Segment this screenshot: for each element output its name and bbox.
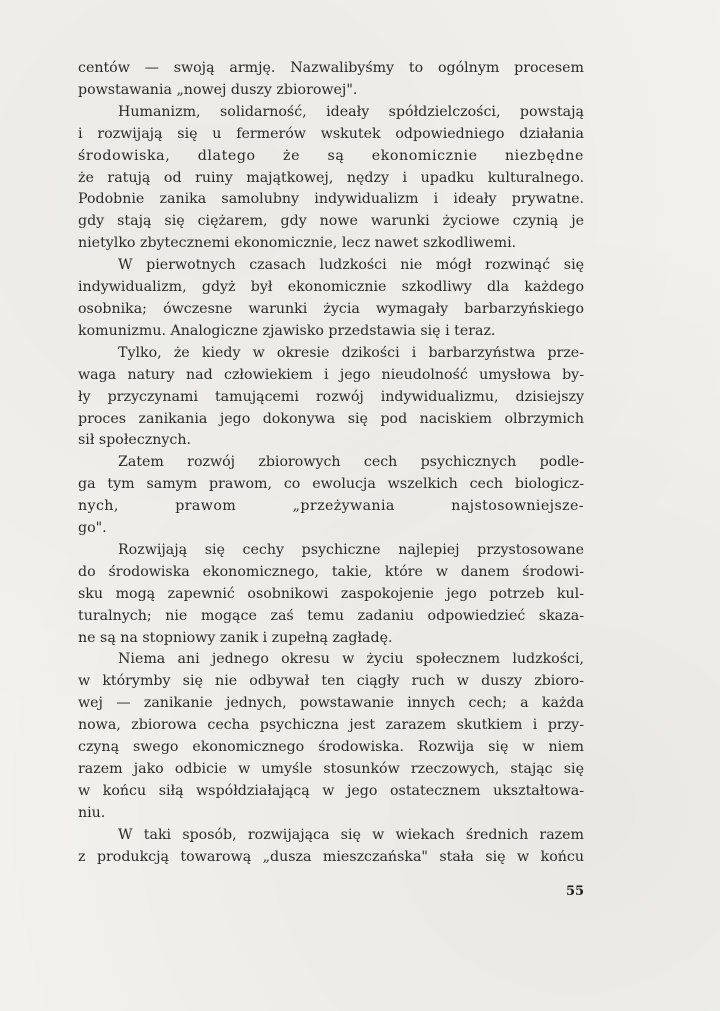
page-number: 55	[566, 884, 585, 899]
text-line: sku mogą zapewnić osobnikowi zaspokojenie jego potrzeb kul-	[78, 585, 584, 602]
text-line: waga natury nad człowiekiem i jego nieudolność umysłowa by-	[78, 366, 584, 383]
text-line: indywidualizm, gdyż był ekonomicznie szkodliwy dla każdego	[78, 279, 584, 296]
paragraph-4	[78, 452, 584, 540]
paragraph-6	[78, 649, 584, 824]
page-body-text	[78, 58, 584, 869]
paragraph-3	[78, 343, 584, 453]
text-line: osobnika; ówczesne warunki życia wymagały barbarzyńskiego	[78, 300, 584, 317]
paragraph-5	[78, 540, 584, 650]
text-line: gdy stają się ciężarem, gdy nowe warunki życiowe czynią je	[78, 213, 584, 230]
text-line: Tylko, że kiedy w okresie dzikości i barbarzyństwa prze-	[118, 344, 584, 361]
text-line: nowa, zbiorowa cecha psychiczna jest zarazem skutkiem i przy-	[78, 717, 584, 734]
text-line: wej — zanikanie jednych, powstawanie innych cech; a każda	[78, 695, 584, 712]
text-line: komunizmu. Analogiczne zjawisko przedstawia się i teraz.	[78, 322, 496, 339]
text-line: Rozwijają się cechy psychiczne najlepiej przystosowane	[118, 541, 584, 558]
text-line: proces zanikania jego dokonywa się pod naciskiem olbrzymich	[78, 410, 584, 427]
text-line: nych, prawom „przeżywania najstosowniejsze-	[78, 498, 584, 515]
text-line: sił społecznych.	[78, 432, 191, 449]
text-line: go".	[78, 520, 107, 537]
text-line: ga tym samym prawom, co ewolucja wszelkich cech biologicz-	[78, 476, 584, 493]
paragraph-2	[78, 255, 584, 343]
text-line: niu.	[78, 804, 106, 821]
text-line: Humanizm, solidarność, ideały spółdzielczości, powstają	[118, 103, 584, 120]
text-line: że ratują od ruiny majątkowej, nędzy i upadku kulturalnego.	[78, 169, 584, 186]
text-line: ne są na stopniowy zanik i zupełną zagładę.	[78, 629, 393, 646]
text-line: razem jako odbicie w umyśle stosunków rzeczowych, stając się	[78, 761, 584, 777]
paragraph-1	[78, 102, 584, 255]
text-line: do środowiska ekonomicznego, takie, które w danem środowi-	[78, 563, 584, 580]
text-line: Podobnie zanika samolubny indywidualizm i ideały prywatne.	[78, 191, 584, 208]
text-line: powstawania „nowej duszy zbiorowej".	[78, 81, 358, 98]
text-line: W pierwotnych czasach ludzkości nie mógł rozwinąć się	[118, 257, 584, 274]
text-line: w którymby się nie odbywał ten ciągły ruch w duszy zbioro-	[78, 673, 584, 690]
text-line: turalnych; nie mogące zaś temu zadaniu odpowiedzieć skaza-	[78, 607, 584, 624]
text-line: środowiska, dlatego że są ekonomicznie niezbędne	[78, 147, 584, 164]
text-line: nietylko zbytecznemi ekonomicznie, lecz nawet szkodliwemi.	[78, 235, 517, 252]
paragraph-7	[78, 825, 584, 869]
paragraph-0	[78, 58, 584, 102]
text-line: czyną swego ekonomicznego środowiska. Rozwija się w niem	[78, 739, 584, 756]
text-line: w końcu siłą współdziałającą w jego ostatecznem ukształtowa-	[78, 782, 584, 799]
text-line: centów — swoją armję. Nazwalibyśmy to ogólnym procesem	[78, 60, 584, 76]
text-line: z produkcją towarową „dusza mieszczańska" stała się w końcu	[78, 848, 584, 865]
text-line: ły przyczynami tamującemi rozwój indywidualizmu, dzisiejszy	[78, 388, 584, 405]
text-line: i rozwijają się u fermerów wskutek odpowiedniego działania	[78, 125, 584, 142]
text-line: Zatem rozwój zbiorowych cech psychicznych podle-	[118, 454, 584, 471]
text-line: W taki sposób, rozwijająca się w wiekach średnich razem	[118, 826, 584, 843]
text-line: Niema ani jednego okresu w życiu społecznem ludzkości,	[118, 651, 584, 668]
